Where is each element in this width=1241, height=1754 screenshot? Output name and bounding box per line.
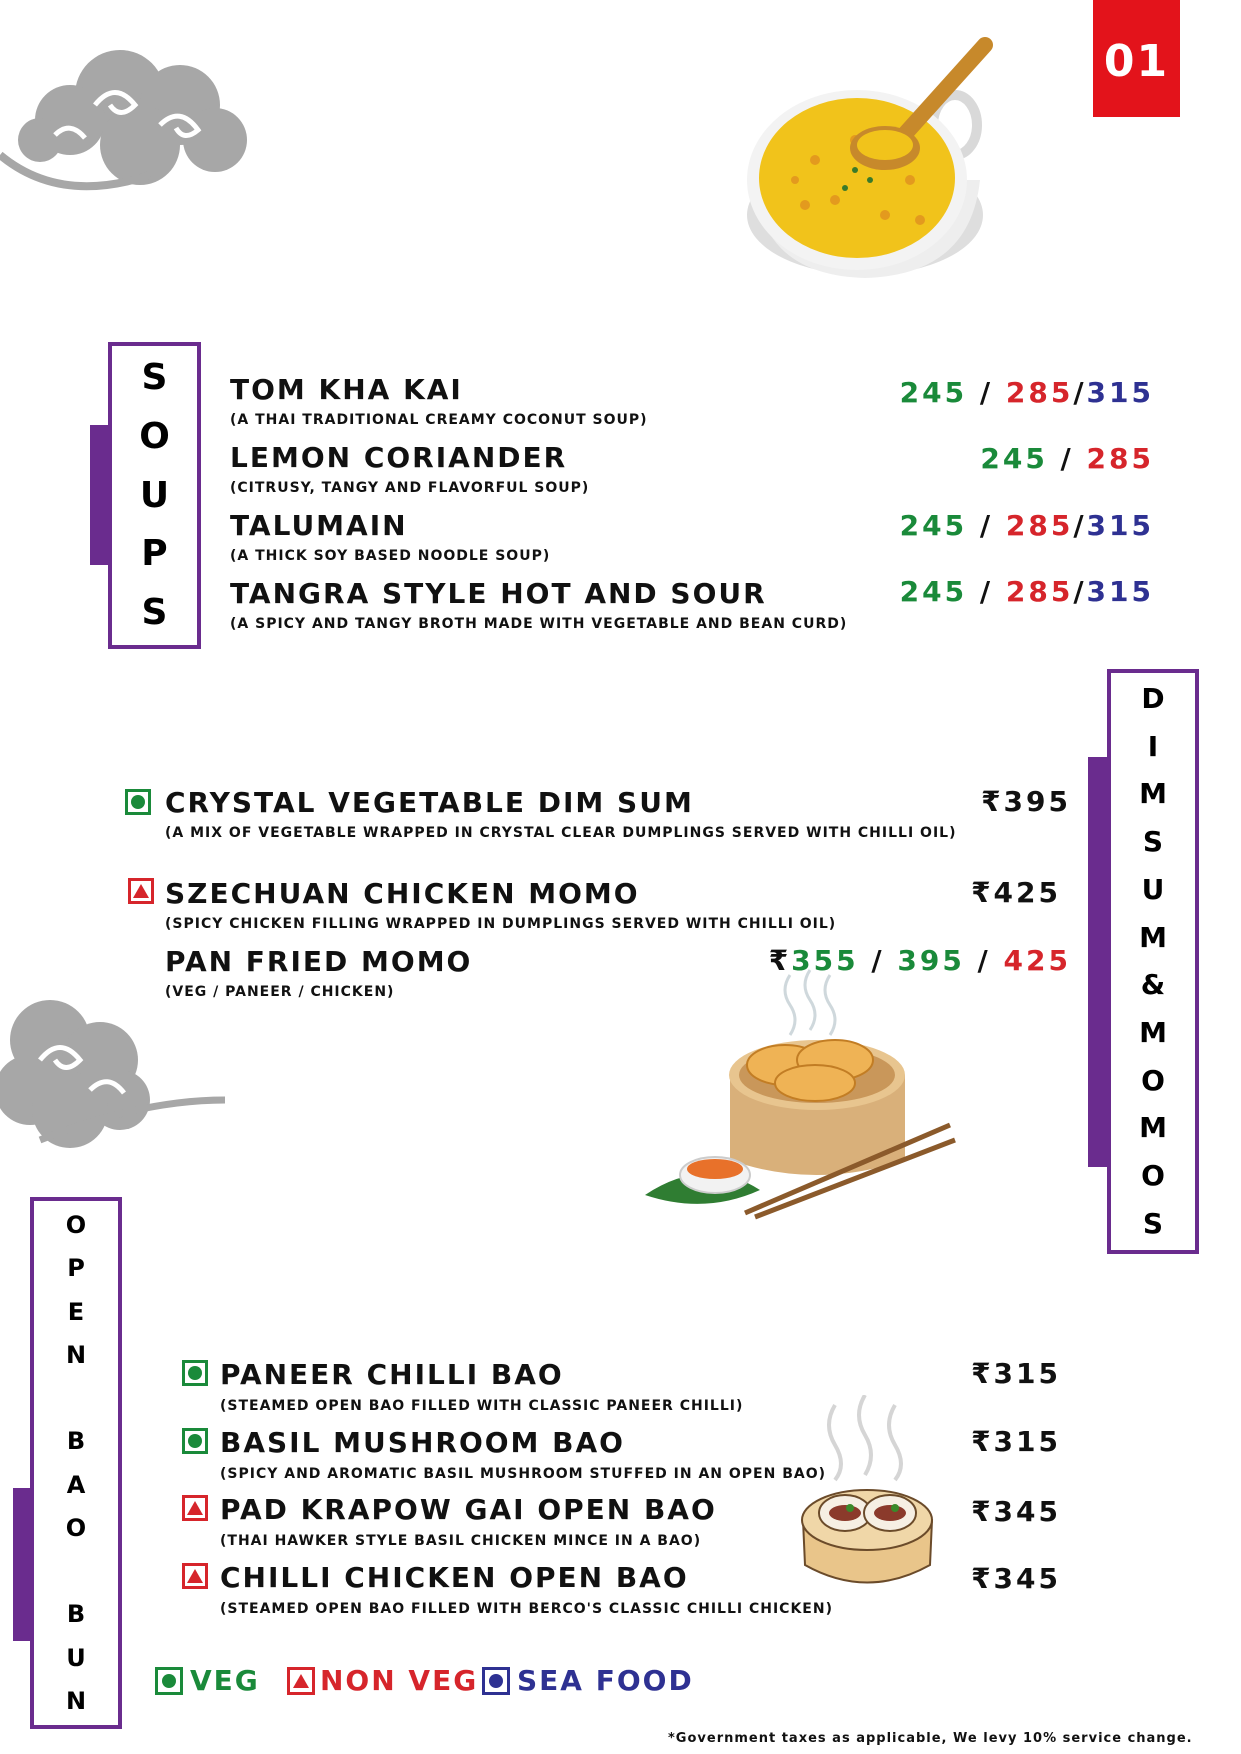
veg-mark-icon xyxy=(182,1360,208,1386)
legend-veg-label: VEG xyxy=(190,1664,260,1697)
legend-seafood-label: SEA FOOD xyxy=(517,1664,694,1697)
menu-item-name: PANEER CHILLI BAO xyxy=(220,1358,564,1391)
section-letter: & xyxy=(1140,968,1166,1002)
menu-item-price: ₹395 xyxy=(981,785,1071,818)
menu-item-price: 245 / 285 xyxy=(980,442,1154,475)
soups-section-label xyxy=(108,342,201,649)
nonveg-mark-icon xyxy=(182,1495,208,1521)
veg-mark-icon xyxy=(182,1428,208,1454)
section-letter: O xyxy=(1141,1063,1165,1097)
menu-item-name: TALUMAIN xyxy=(230,509,408,542)
section-letter: N xyxy=(65,1686,87,1715)
nonveg-mark-icon xyxy=(287,1667,315,1695)
menu-item-price: ₹425 xyxy=(971,876,1061,909)
menu-item-price: 245 / 285/315 xyxy=(899,509,1154,542)
nonveg-mark-icon xyxy=(128,878,154,904)
section-letter: M xyxy=(1139,1016,1167,1050)
section-letter: A xyxy=(66,1470,86,1499)
menu-item-price: ₹345 xyxy=(971,1562,1061,1595)
nonveg-mark-icon xyxy=(182,1563,208,1589)
menu-item-description: (CITRUSY, TANGY AND FLAVORFUL SOUP) xyxy=(230,480,590,496)
menu-item-description: (A THAI TRADITIONAL CREAMY COCONUT SOUP) xyxy=(230,412,648,428)
menu-item-name: PAD KRAPOW GAI OPEN BAO xyxy=(220,1493,717,1526)
section-letter: O xyxy=(65,1513,87,1542)
menu-item-description: (A THICK SOY BASED NOODLE SOUP) xyxy=(230,548,551,564)
section-letter: D xyxy=(1141,682,1165,715)
menu-item-description: (A SPICY AND TANGY BROTH MADE WITH VEGETABLE AND BEAN CURD) xyxy=(230,616,848,632)
legend-nonveg-label: NON VEG xyxy=(320,1664,479,1697)
section-letter: O xyxy=(139,415,170,457)
menu-item-description: (STEAMED OPEN BAO FILLED WITH CLASSIC PANEER CHILLI) xyxy=(220,1398,744,1414)
cloud-decoration-icon xyxy=(0,25,260,195)
section-letter: P xyxy=(67,1254,85,1283)
menu-item-description: (THAI HAWKER STYLE BASIL CHICKEN MINCE IN A BAO) xyxy=(220,1533,702,1549)
menu-item-description: (A MIX OF VEGETABLE WRAPPED IN CRYSTAL CLEAR DUMPLINGS SERVED WITH CHILLI OIL) xyxy=(165,825,957,841)
section-letter: M xyxy=(1139,777,1167,811)
section-letter: O xyxy=(1141,1159,1165,1193)
section-letter: E xyxy=(67,1297,85,1326)
section-letter: N xyxy=(65,1340,87,1369)
section-letter: S xyxy=(1142,1206,1164,1240)
menu-item-name: CHILLI CHICKEN OPEN BAO xyxy=(220,1561,689,1594)
dimsum-section-label xyxy=(1107,669,1199,1254)
menu-item-price: ₹315 xyxy=(971,1357,1061,1390)
cloud-decoration-icon xyxy=(0,990,230,1160)
menu-item-name: TANGRA STYLE HOT AND SOUR xyxy=(230,577,767,610)
menu-item-name: CRYSTAL VEGETABLE DIM SUM xyxy=(165,786,694,819)
menu-item-name: SZECHUAN CHICKEN MOMO xyxy=(165,877,640,910)
section-letter: U xyxy=(1141,872,1165,906)
section-letter: U xyxy=(139,474,170,516)
menu-item-description: (VEG / PANEER / CHICKEN) xyxy=(165,984,395,1000)
bao-section-label xyxy=(30,1197,122,1729)
tax-footnote: *Government taxes as applicable, We levy 10% service change. xyxy=(668,1731,1193,1746)
menu-item-name: TOM KHA KAI xyxy=(230,373,463,406)
section-letter: S xyxy=(141,357,168,398)
section-letter: S xyxy=(1142,825,1164,859)
section-letter: M xyxy=(1139,920,1167,954)
section-letter: U xyxy=(66,1643,86,1672)
menu-item-price: 245 / 285/315 xyxy=(899,575,1154,608)
section-letter: M xyxy=(1139,1111,1167,1145)
dumpling-steamer-illustration xyxy=(645,965,975,1230)
bao-steamer-illustration xyxy=(795,1395,940,1600)
section-letter: B xyxy=(66,1600,86,1629)
menu-item-description: (SPICY CHICKEN FILLING WRAPPED IN DUMPLINGS SERVED WITH CHILLI OIL) xyxy=(165,916,837,932)
menu-item-price: ₹345 xyxy=(971,1495,1061,1528)
veg-mark-icon xyxy=(155,1667,183,1695)
page-number-badge: 01 xyxy=(1093,0,1180,117)
menu-item-description: (SPICY AND AROMATIC BASIL MUSHROOM STUFFED IN AN OPEN BAO) xyxy=(220,1466,827,1482)
veg-mark-icon xyxy=(125,789,151,815)
soup-bowl-illustration xyxy=(735,30,995,285)
menu-item-price: 245 / 285/315 xyxy=(899,376,1154,409)
section-letter: P xyxy=(141,533,168,575)
section-letter: S xyxy=(141,592,168,633)
menu-item-description: (STEAMED OPEN BAO FILLED WITH BERCO'S CLASSIC CHILLI CHICKEN) xyxy=(220,1601,833,1617)
menu-item-name: LEMON CORIANDER xyxy=(230,441,568,474)
menu-item-price: ₹355 / 395 / 425 xyxy=(768,944,1071,977)
menu-item-name: PAN FRIED MOMO xyxy=(165,945,473,978)
section-letter: B xyxy=(66,1427,86,1456)
seafood-mark-icon xyxy=(482,1667,510,1695)
menu-item-price: ₹315 xyxy=(971,1425,1061,1458)
section-letter: I xyxy=(1147,729,1159,763)
section-letter: O xyxy=(65,1211,87,1239)
menu-item-name: BASIL MUSHROOM BAO xyxy=(220,1426,625,1459)
